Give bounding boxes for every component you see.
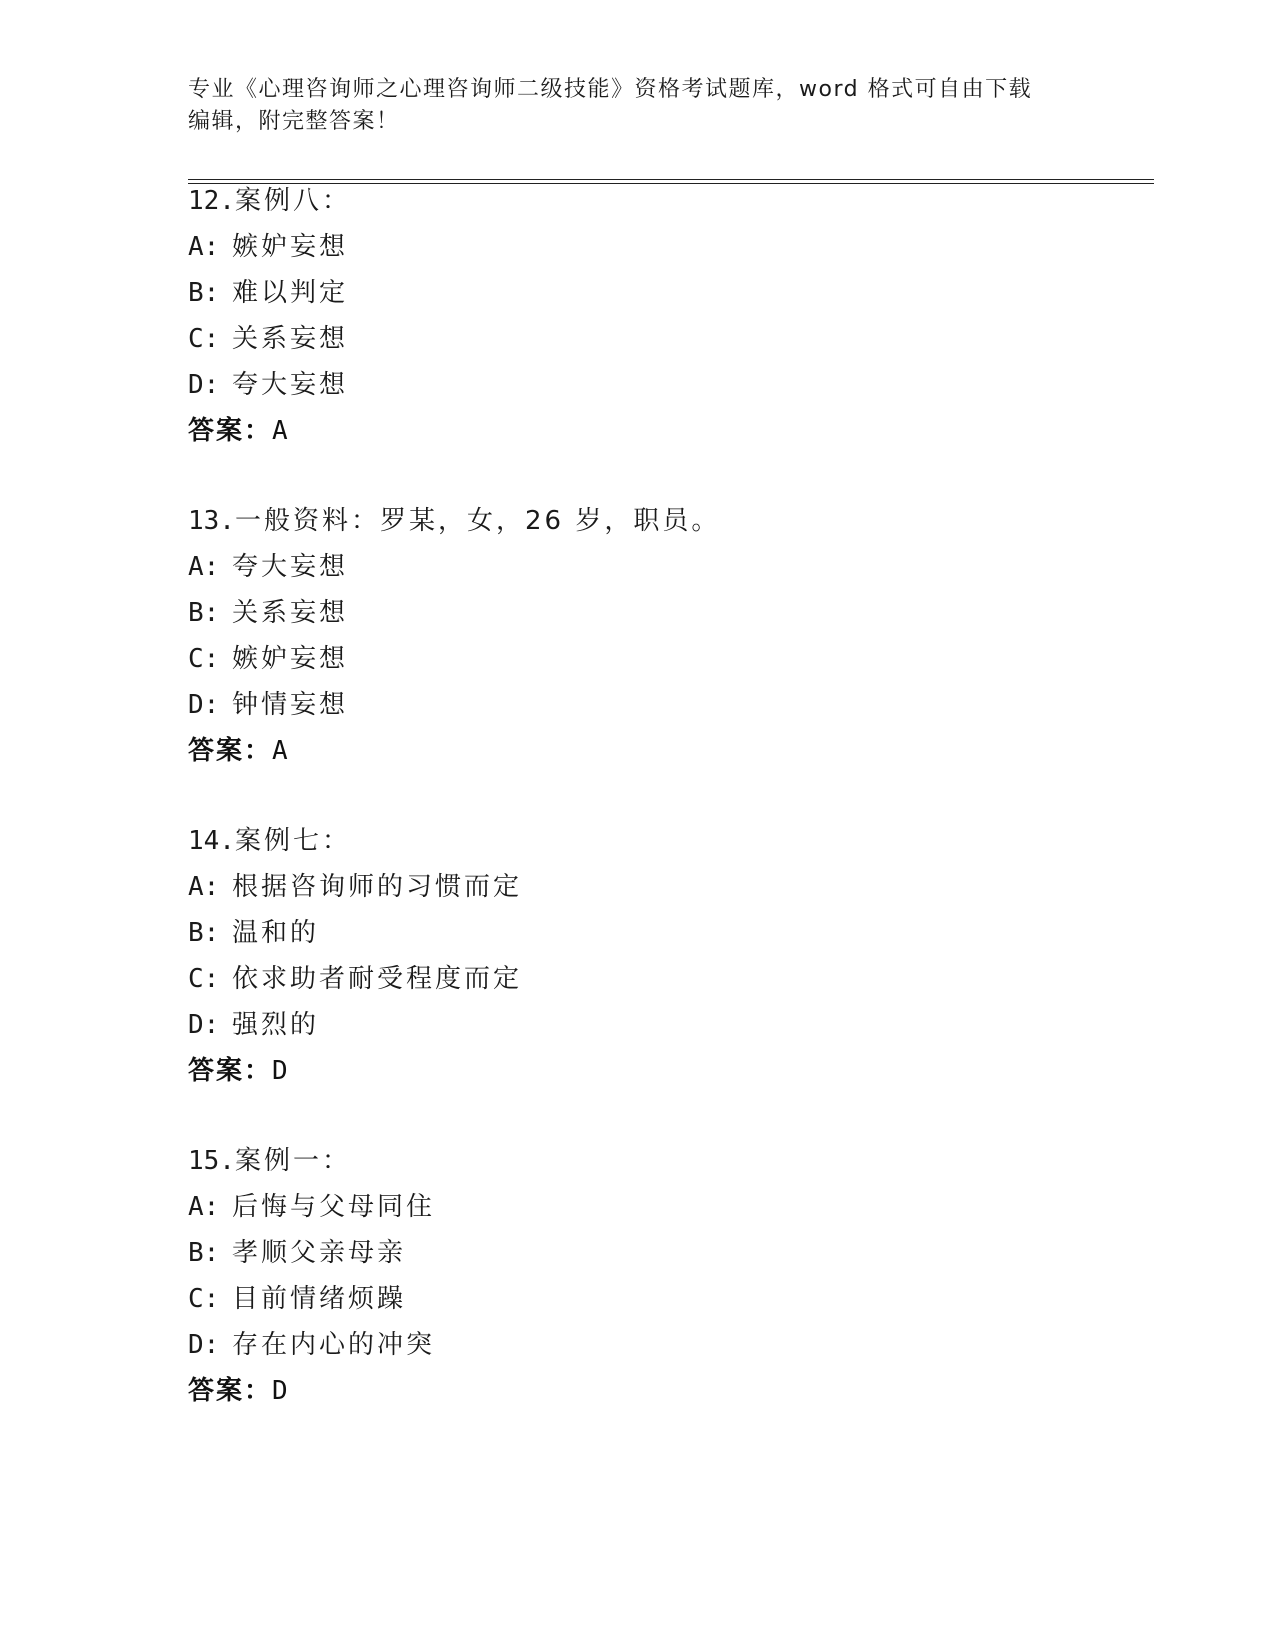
option-text: 温和的 [232, 918, 320, 948]
option-key: B: [188, 1238, 220, 1268]
question-stem [188, 498, 1088, 544]
answer-value: D [272, 1376, 288, 1406]
option-key: D: [188, 690, 220, 720]
option-key: C: [188, 324, 220, 354]
option-b [188, 1230, 1088, 1276]
option-a [188, 864, 1088, 910]
option-text: 依求助者耐受程度而定 [232, 964, 523, 994]
question-stem [188, 1138, 1088, 1184]
option-key: B: [188, 598, 220, 628]
option-key: B: [188, 918, 220, 948]
document-header [188, 74, 1068, 138]
option-text: 嫉妒妄想 [232, 232, 349, 262]
option-text: 存在内心的冲突 [232, 1330, 436, 1360]
question-text: 案例八： [234, 186, 351, 216]
question-number: 13. [188, 506, 235, 536]
answer-label: 答案： [188, 416, 273, 446]
answer-label: 答案： [188, 1376, 273, 1406]
option-key: D: [188, 1010, 220, 1040]
header-line-2: 编辑，附完整答案！ [188, 109, 400, 134]
option-key: A: [188, 552, 220, 582]
option-key: A: [188, 872, 220, 902]
question-number: 15. [188, 1146, 235, 1176]
answer-line [188, 1048, 1088, 1094]
option-a [188, 1184, 1088, 1230]
question-13 [188, 498, 1088, 774]
answer-label: 答案： [188, 736, 273, 766]
answer-line [188, 728, 1088, 774]
option-key: C: [188, 644, 220, 674]
answer-line [188, 1368, 1088, 1414]
answer-value: A [272, 736, 288, 766]
answer-label: 答案： [188, 1056, 273, 1086]
option-key: B: [188, 278, 220, 308]
answer-line [188, 408, 1088, 454]
option-a [188, 544, 1088, 590]
option-c [188, 956, 1088, 1002]
header-line-1: 专业《心理咨询师之心理咨询师二级技能》资格考试题库，word 格式可自由下载 [188, 77, 1033, 102]
answer-value: A [272, 416, 288, 446]
option-d [188, 362, 1088, 408]
question-number: 14. [188, 826, 235, 856]
question-stem [188, 818, 1088, 864]
option-text: 夸大妄想 [232, 370, 349, 400]
option-key: A: [188, 1192, 220, 1222]
option-b [188, 590, 1088, 636]
option-text: 夸大妄想 [232, 552, 349, 582]
option-key: D: [188, 370, 220, 400]
option-text: 目前情绪烦躁 [232, 1284, 407, 1314]
option-key: C: [188, 1284, 220, 1314]
option-key: C: [188, 964, 220, 994]
option-b [188, 910, 1088, 956]
option-text: 难以判定 [232, 278, 349, 308]
option-key: D: [188, 1330, 220, 1360]
question-15 [188, 1138, 1088, 1414]
option-d [188, 682, 1088, 728]
option-text: 关系妄想 [232, 324, 349, 354]
option-text: 钟情妄想 [232, 690, 349, 720]
option-d [188, 1002, 1088, 1048]
option-d [188, 1322, 1088, 1368]
option-b [188, 270, 1088, 316]
option-text: 孝顺父亲母亲 [232, 1238, 407, 1268]
option-c [188, 316, 1088, 362]
option-text: 后悔与父母同住 [232, 1192, 436, 1222]
option-text: 关系妄想 [232, 598, 349, 628]
question-text: 案例七： [234, 826, 351, 856]
option-key: A: [188, 232, 220, 262]
question-text: 案例一： [234, 1146, 351, 1176]
option-text: 强烈的 [232, 1010, 320, 1040]
option-text: 根据咨询师的习惯而定 [232, 872, 523, 902]
question-12 [188, 178, 1088, 454]
option-text: 嫉妒妄想 [232, 644, 349, 674]
option-c [188, 1276, 1088, 1322]
option-c [188, 636, 1088, 682]
question-text: 一般资料：罗某，女，26 岁，职员。 [234, 506, 721, 536]
question-number: 12. [188, 186, 235, 216]
question-14 [188, 818, 1088, 1094]
question-stem [188, 178, 1088, 224]
option-a [188, 224, 1088, 270]
answer-value: D [272, 1056, 288, 1086]
